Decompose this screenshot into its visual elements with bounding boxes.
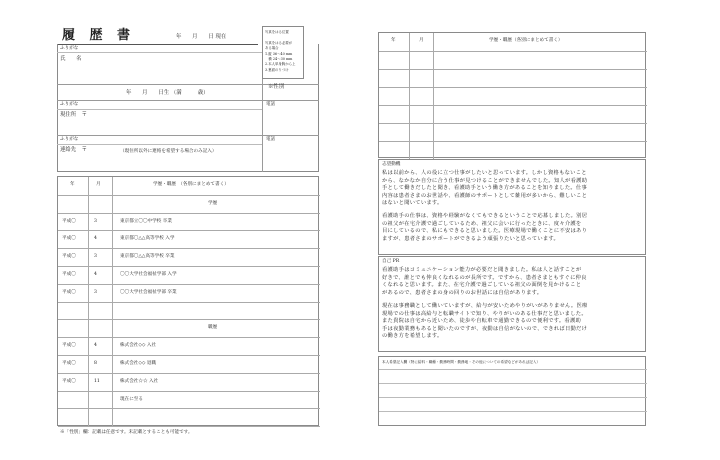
photo-box-line: ある場合 (265, 46, 279, 51)
history-row-month: 4 (94, 343, 97, 349)
self-pr-line: があるので、患者さまの身の回りのお世話には自信があります。 (382, 289, 543, 296)
history-row-item: 東京都〇△△高等学校 入学 (120, 236, 175, 242)
history-row-year: 平成〇 (62, 289, 76, 295)
furigana-label: ふりがな (60, 46, 79, 51)
phone-label: 電話 (266, 102, 276, 107)
right-col-divider (409, 33, 410, 159)
history-row-month: 4 (94, 236, 97, 242)
phone2-label: 電話 (266, 137, 276, 142)
motivation-line: 内容は患者さまのお世話や、看護師のサポートとして雑用が多いから、難しいこと (382, 192, 588, 199)
history-row (58, 391, 320, 409)
history-table (57, 176, 319, 426)
photo-box-line: 横 24～30 mm (265, 57, 293, 62)
requests-rule (379, 397, 647, 398)
history-row (58, 337, 320, 355)
right-col-month: 月 (419, 38, 424, 43)
motivation-line: の祖父が在宅介護で過ごしているため、祖父に会いに行ったときに、度々介護を (382, 220, 582, 227)
history-row-item: 学歴 (208, 200, 218, 206)
motivation-box (378, 159, 646, 255)
history-row (58, 302, 320, 320)
history-col-year: 年 (70, 182, 75, 187)
self-pr-line: 手は夜勤業務もあると聞いたのですが、夜勤は自信がないので、できれば日勤だけ (382, 325, 588, 332)
right-row-divider (379, 105, 647, 106)
self-pr-line: 現在は事務職として働いていますが、給与が安いためやりがいがありません。医療 (382, 303, 588, 309)
history-row-item: 東京都〇△△高等学校 卒業 (120, 254, 175, 260)
right-row-divider (379, 51, 647, 52)
history-row-item: 現在に至る (120, 396, 143, 402)
photo-box-line: 写真をはる必要が (265, 40, 293, 45)
history-col-item: 学歴・職歴 （各別にまとめて書く） (153, 182, 229, 187)
page-title: 履 歴 書 (62, 28, 136, 43)
history-row-item: 株式会社◇◇ 退職 (120, 361, 157, 366)
motivation-line: から、なかなか自分に合う仕事が見つけることができませんでした。知人が看護助 (382, 177, 588, 184)
furigana2-label: ふりがな (60, 102, 79, 107)
history-row (58, 213, 320, 231)
self-pr-line: 現場での仕事は高給与と転職サイトで知り、やりがいのある仕事だと思いました。 (382, 310, 587, 317)
history-row-item: 東京都立〇〇中学校 卒業 (120, 218, 172, 224)
motivation-line: はないと聞いています。 (382, 200, 443, 207)
history-row-month: 3 (94, 254, 97, 260)
requests-rule (379, 411, 647, 412)
history-col-month: 月 (96, 182, 101, 187)
self-pr-box (378, 256, 646, 352)
history-row-year: 平成〇 (62, 378, 76, 384)
photo-box-line: 写真をはる位置 (265, 30, 289, 34)
history-row-month: 3 (94, 218, 97, 224)
motivation-para1 (382, 170, 587, 208)
date-label: 年 月 日 現在 (176, 34, 227, 40)
history-row-month: 8 (94, 361, 97, 366)
right-row-divider (379, 141, 647, 142)
right-page (360, 0, 720, 460)
history-continued-table (378, 32, 646, 158)
history-row (58, 248, 320, 266)
motivation-line: 手として働きだしたと聞き、看護助手という働き方があることを知りました。仕事 (382, 185, 588, 192)
motivation-para2 (382, 213, 587, 243)
history-row (58, 373, 320, 391)
history-row (58, 408, 320, 426)
right-row-divider (379, 87, 647, 88)
history-row-item: 〇〇大学社会福祉学部 卒業 (120, 289, 177, 295)
right-col-item: 学歴・職歴（各別にまとめて書く） (489, 38, 563, 43)
history-row (58, 284, 320, 302)
motivation-label: 志望動機 (382, 162, 401, 167)
self-pr-para1 (382, 267, 587, 297)
self-pr-label: 自己 PR (382, 259, 400, 264)
self-pr-line: 好きで、誰とでも仲良くなれるのが長所です。ですから、患者さまともすぐに仲良 (382, 274, 587, 281)
self-pr-para2 (382, 303, 588, 341)
history-row-year: 平成〇 (62, 272, 76, 277)
history-row (58, 266, 320, 284)
self-pr-line: くなれると思います。また、在宅介護で過ごしている祖父の面倒を見かけること (382, 282, 582, 289)
right-row-divider (379, 69, 647, 70)
history-row-item: 株式会社☆☆ 入社 (120, 378, 159, 384)
history-row-year: 平成〇 (62, 361, 76, 366)
name-label: 氏 名 (60, 56, 82, 62)
history-row-item: 職歴 (208, 325, 218, 331)
history-row (58, 195, 320, 213)
history-col-divider (88, 177, 89, 427)
self-pr-line: 看護助手はコミュニケーション能力が必要だと聞きました。私は人と話すことが (382, 267, 582, 273)
right-col-divider (433, 33, 434, 159)
history-row-year: 平成〇 (62, 218, 76, 224)
motivation-line: ますが、患者さまのサポートができるよう頑張りたいと思っています。 (382, 235, 560, 242)
requests-rule (379, 369, 647, 370)
history-row-item: 株式会社◇◇ 入社 (120, 343, 157, 349)
history-row (58, 355, 320, 373)
history-row (58, 230, 320, 248)
right-row-divider (379, 123, 647, 124)
self-pr-line: の働き方を希望します。 (382, 333, 443, 340)
photo-box-line: 3.裏面のりづけ (265, 67, 289, 72)
birth-label: 年 月 日生 （満 歳） (126, 90, 209, 96)
photo-box-line: 1.縦 36～40 mm (265, 51, 293, 56)
address-label: 現住所 〒 (60, 112, 87, 118)
history-row (58, 319, 320, 337)
footnote: ※「性別」欄：記載は任意です。未記載とすることも可能です。 (60, 430, 193, 435)
right-col-year: 年 (391, 38, 396, 43)
history-row-item: 〇〇大学社会福祉学部 入学 (120, 272, 177, 277)
contact-label: 連絡先 〒 (60, 147, 87, 153)
history-row-year: 平成〇 (62, 343, 76, 349)
motivation-line: 目にしているので、私にもできると思いました。医療現場で働くことに不安はあり (382, 228, 588, 235)
history-row-year: 平成〇 (62, 254, 76, 260)
history-header-row (58, 177, 320, 195)
history-row-month: 3 (94, 289, 97, 295)
history-row-month: 11 (94, 378, 100, 384)
history-col-divider (112, 177, 113, 427)
history-row-year: 平成〇 (62, 236, 76, 242)
requests-label: 本人希望記入欄（特に給料・職種・勤務時間・勤務地・その他についての希望などがあれば記入） (382, 360, 541, 364)
requests-rule (379, 383, 647, 384)
gender-label: ※性別 (268, 84, 285, 90)
requests-box (378, 356, 646, 426)
furigana3-label: ふりがな (60, 137, 79, 142)
history-row-month: 4 (94, 272, 97, 277)
motivation-line: 看護助手の仕事は、資格や経験がなくてもできるということで応募しました。別居 (382, 213, 588, 219)
photo-box-line: 2.本人単身胸から上 (265, 62, 296, 67)
motivation-line: 私は以前から、人の役に立つ仕事がしたいと思っています。しかし資格もないこと (382, 170, 587, 176)
contact-note: （現住所以外に連絡を希望する場合のみ記入） (120, 149, 217, 154)
self-pr-line: また貴院は自宅から近いため、徒歩や自転車で通勤できるので便利です。看護助 (382, 318, 582, 325)
